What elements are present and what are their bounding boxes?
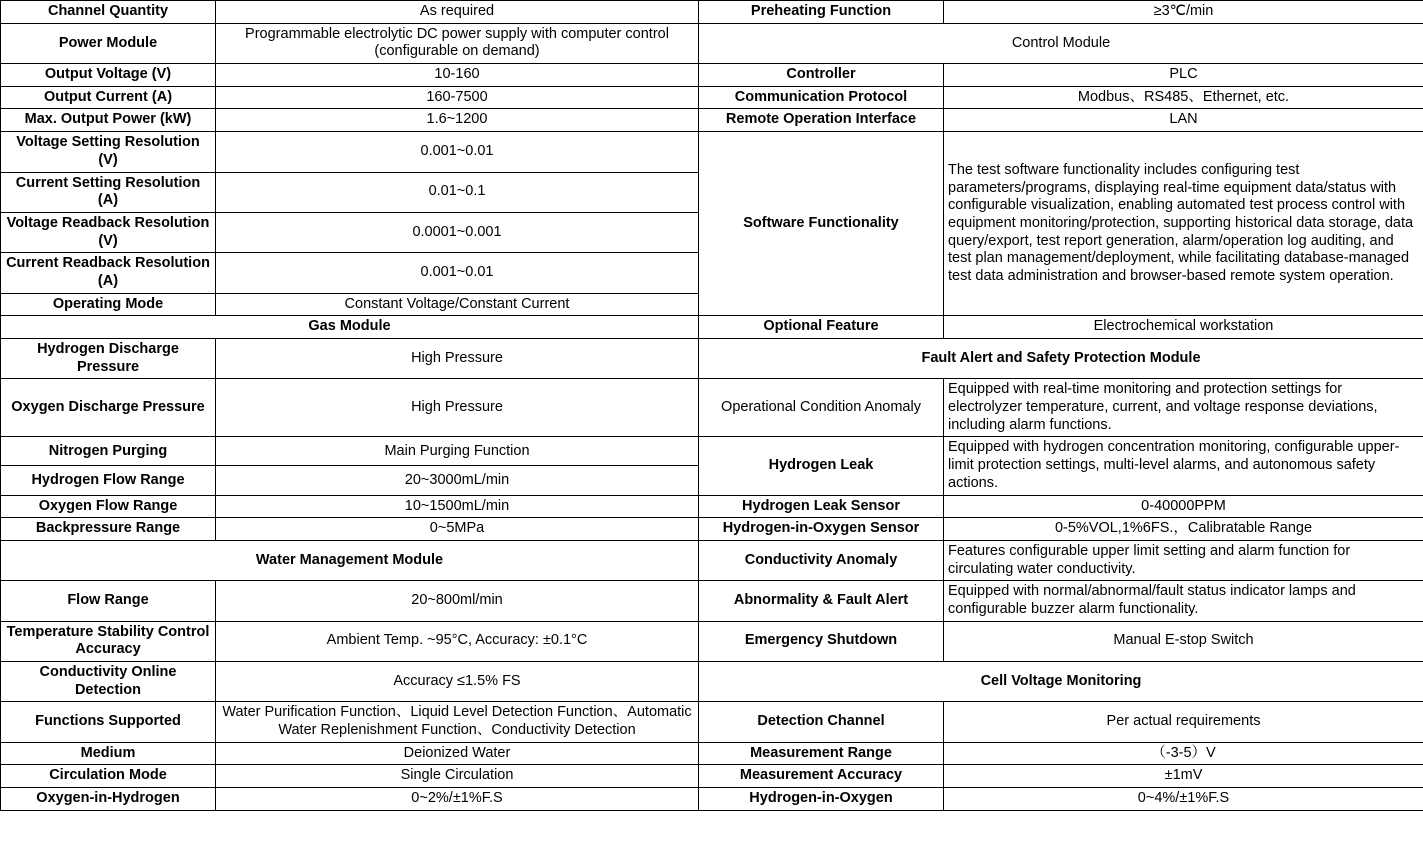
row-value: 0.01~0.1 bbox=[216, 172, 699, 212]
row-label: Nitrogen Purging bbox=[1, 437, 216, 466]
row-value: 1.6~1200 bbox=[216, 109, 699, 132]
row-value: Constant Voltage/Constant Current bbox=[216, 293, 699, 316]
row-label: Oxygen Discharge Pressure bbox=[1, 379, 216, 437]
row-label: Emergency Shutdown bbox=[699, 621, 944, 661]
row-label: Functions Supported bbox=[1, 702, 216, 742]
row-label: Circulation Mode bbox=[1, 765, 216, 788]
table-row bbox=[1, 86, 1423, 109]
row-label: Detection Channel bbox=[699, 702, 944, 742]
row-label: Conductivity Online Detection bbox=[1, 662, 216, 702]
row-value: 0-40000PPM bbox=[944, 495, 1423, 518]
table-row bbox=[1, 437, 1423, 466]
row-value: 160-7500 bbox=[216, 86, 699, 109]
row-value: Main Purging Function bbox=[216, 437, 699, 466]
row-value: Modbus、RS485、Ethernet, etc. bbox=[944, 86, 1423, 109]
section-header-water-management: Water Management Module bbox=[1, 540, 699, 580]
table-row bbox=[1, 379, 1423, 437]
row-label-hydrogen-leak: Hydrogen Leak bbox=[699, 437, 944, 495]
table-row bbox=[1, 518, 1423, 541]
table-row bbox=[1, 621, 1423, 661]
row-label: Communication Protocol bbox=[699, 86, 944, 109]
row-value: High Pressure bbox=[216, 379, 699, 437]
row-value: 0.001~0.01 bbox=[216, 132, 699, 172]
row-label: Medium bbox=[1, 742, 216, 765]
row-label: Oxygen-in-Hydrogen bbox=[1, 788, 216, 811]
table-row bbox=[1, 788, 1423, 811]
table-row bbox=[1, 316, 1423, 339]
row-label: Abnormality & Fault Alert bbox=[699, 581, 944, 621]
row-value: 20~800ml/min bbox=[216, 581, 699, 621]
table-row bbox=[1, 742, 1423, 765]
row-label: Hydrogen Discharge Pressure bbox=[1, 339, 216, 379]
row-label: Hydrogen-in-Oxygen Sensor bbox=[699, 518, 944, 541]
row-value-software-functionality: The test software functionality includes configuring test parameters/programs, displaying real-time equipment data/status with configurable visualization, enabling automated test process control with equipment monitoring/protection, supporting historical data storage, data query/export, test report generation, alarm/operation log auditing, and test plan management/deployment, while facilitating database-managed test data administration and browser-based remote system operation. bbox=[944, 132, 1423, 316]
row-value: ≥3℃/min bbox=[944, 1, 1423, 24]
table-row bbox=[1, 540, 1423, 580]
row-value: ±1mV bbox=[944, 765, 1423, 788]
row-value: 0~5MPa bbox=[216, 518, 699, 541]
table-row bbox=[1, 1, 1423, 24]
row-value: 0-5%VOL,1%6FS.，Calibratable Range bbox=[944, 518, 1423, 541]
row-value: Manual E-stop Switch bbox=[944, 621, 1423, 661]
row-label: Preheating Function bbox=[699, 1, 944, 24]
row-label: Output Current (A) bbox=[1, 86, 216, 109]
row-label: Operational Condition Anomaly bbox=[699, 379, 944, 437]
table-row bbox=[1, 109, 1423, 132]
row-value: 20~3000mL/min bbox=[216, 466, 699, 495]
row-label: Channel Quantity bbox=[1, 1, 216, 24]
section-header-control-module: Control Module bbox=[699, 23, 1423, 63]
row-value: Programmable electrolytic DC power supply with computer control (configurable on demand) bbox=[216, 23, 699, 63]
row-value: High Pressure bbox=[216, 339, 699, 379]
row-value: 0~2%/±1%F.S bbox=[216, 788, 699, 811]
row-value: Electrochemical workstation bbox=[944, 316, 1423, 339]
table-row bbox=[1, 495, 1423, 518]
row-label: Flow Range bbox=[1, 581, 216, 621]
row-value: Accuracy ≤1.5% FS bbox=[216, 662, 699, 702]
row-label: Hydrogen Leak Sensor bbox=[699, 495, 944, 518]
table-row bbox=[1, 581, 1423, 621]
row-label: Max. Output Power (kW) bbox=[1, 109, 216, 132]
section-header-gas-module: Gas Module bbox=[1, 316, 699, 339]
row-value: 0.001~0.01 bbox=[216, 253, 699, 293]
row-value: 0.0001~0.001 bbox=[216, 212, 699, 252]
row-label: Controller bbox=[699, 64, 944, 87]
row-value: 10~1500mL/min bbox=[216, 495, 699, 518]
section-header-fault-alert: Fault Alert and Safety Protection Module bbox=[699, 339, 1423, 379]
row-value: 0~4%/±1%F.S bbox=[944, 788, 1423, 811]
row-value: 10-160 bbox=[216, 64, 699, 87]
row-value: （-3-5）V bbox=[944, 742, 1423, 765]
table-row bbox=[1, 64, 1423, 87]
row-label: Voltage Setting Resolution (V) bbox=[1, 132, 216, 172]
row-label: Measurement Range bbox=[699, 742, 944, 765]
row-label: Oxygen Flow Range bbox=[1, 495, 216, 518]
table-row bbox=[1, 339, 1423, 379]
section-header-cell-voltage-monitoring: Cell Voltage Monitoring bbox=[699, 662, 1423, 702]
row-value: Deionized Water bbox=[216, 742, 699, 765]
row-label: Backpressure Range bbox=[1, 518, 216, 541]
row-value: Water Purification Function、Liquid Level Detection Function、Automatic Water Replenishment Function、Conductivity Detection bbox=[216, 702, 699, 742]
row-value: As required bbox=[216, 1, 699, 24]
row-label: Remote Operation Interface bbox=[699, 109, 944, 132]
row-value: Equipped with normal/abnormal/fault status indicator lamps and configurable buzzer alarm functionality. bbox=[944, 581, 1423, 621]
row-label: Output Voltage (V) bbox=[1, 64, 216, 87]
table-row bbox=[1, 662, 1423, 702]
row-value-hydrogen-leak: Equipped with hydrogen concentration monitoring, configurable upper-limit protection settings, multi-level alarms, and autonomous safety actions. bbox=[944, 437, 1423, 495]
row-value: Equipped with real-time monitoring and protection settings for electrolyzer temperature, current, and voltage response deviations, including alarm functions. bbox=[944, 379, 1423, 437]
table-row bbox=[1, 132, 1423, 172]
row-value: PLC bbox=[944, 64, 1423, 87]
row-value: Per actual requirements bbox=[944, 702, 1423, 742]
row-label: Optional Feature bbox=[699, 316, 944, 339]
table-row bbox=[1, 702, 1423, 742]
row-value: Single Circulation bbox=[216, 765, 699, 788]
row-label: Current Setting Resolution (A) bbox=[1, 172, 216, 212]
row-label: Operating Mode bbox=[1, 293, 216, 316]
row-value: Ambient Temp. ~95°C, Accuracy: ±0.1°C bbox=[216, 621, 699, 661]
table-row bbox=[1, 765, 1423, 788]
row-label: Hydrogen Flow Range bbox=[1, 466, 216, 495]
row-label-software-functionality: Software Functionality bbox=[699, 132, 944, 316]
row-label: Hydrogen-in-Oxygen bbox=[699, 788, 944, 811]
row-label: Measurement Accuracy bbox=[699, 765, 944, 788]
row-label: Power Module bbox=[1, 23, 216, 63]
row-value: LAN bbox=[944, 109, 1423, 132]
row-label: Voltage Readback Resolution (V) bbox=[1, 212, 216, 252]
table-row bbox=[1, 23, 1423, 63]
row-label: Current Readback Resolution (A) bbox=[1, 253, 216, 293]
row-label: Conductivity Anomaly bbox=[699, 540, 944, 580]
row-value: Features configurable upper limit setting and alarm function for circulating water conductivity. bbox=[944, 540, 1423, 580]
row-label: Temperature Stability Control Accuracy bbox=[1, 621, 216, 661]
